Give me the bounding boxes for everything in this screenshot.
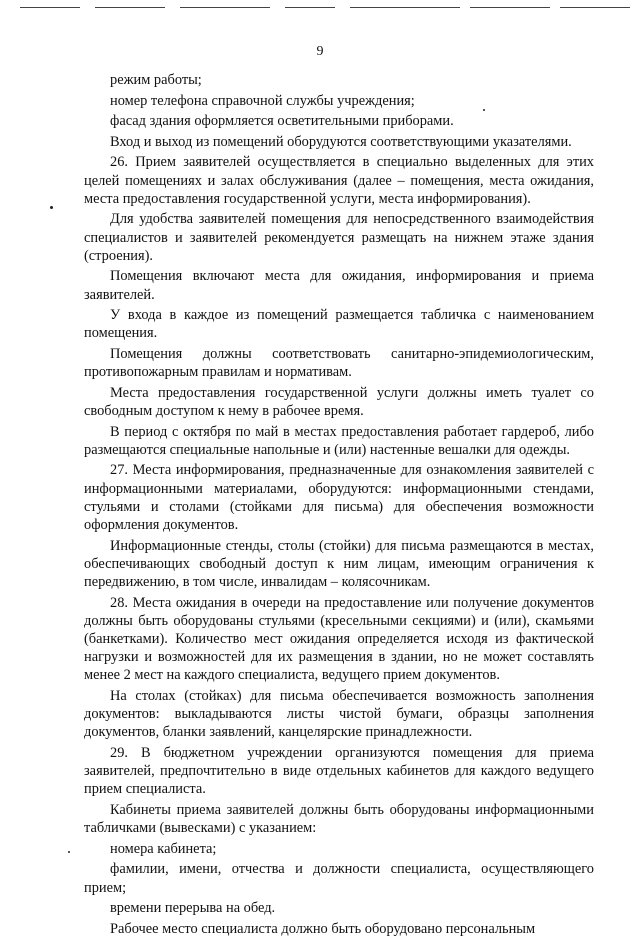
paragraph: На столах (стойках) для письма обеспечивается возможность заполнения документов: выкладываются листы чистой бумаги, образцы заполнения документов, бланки заявлений, канцелярские принадлежности. (84, 687, 594, 741)
paragraph: Информационные стенды, столы (стойки) для письма размещаются в местах, обеспечивающих свободный доступ к ним лицам, имеющим ограничения к передвижению, в том числе, инвалидам – колясочникам. (84, 537, 594, 590)
paragraph: Для удобства заявителей помещения для непосредственного взаимодействия специалистов и заявителей рекомендуется размещать на нижнем этаже здания (строения). (84, 211, 594, 264)
scan-edge-lines (0, 0, 640, 14)
paragraph: Рабочее место специалиста должно быть оборудовано персональным (110, 920, 536, 937)
paragraph: режим работы; (110, 72, 202, 88)
paragraph: номер телефона справочной службы учреждения; (110, 92, 415, 109)
paragraph: У входа в каждое из помещений размещается табличка с наименованием помещения. (84, 307, 594, 342)
paragraph: Помещения должны соответствовать санитарно-эпидемиологическим, противопожарным правилам и нормативам. (84, 345, 594, 381)
paragraph: 28. Места ожидания в очереди на предоставление или получение документов должны быть оборудованы стульями (кресельными секциями) и (или), скамьями (банкетками). Количество мест ожидания определяется исходя из фактической нагрузки и возможностей для их размещения в здании, но не может составлять менее 2 мест на каждого специалиста, ведущего прием документов. (84, 594, 594, 684)
paragraph: 26. Прием заявителей осуществляется в специально выделенных для этих целей помещениях и залах обслуживания (далее – помещения, места ожидания, места предоставления государственной услуги, места информирования). (84, 154, 594, 207)
paragraph: В период с октября по май в местах предоставления работает гардероб, либо размещаются специальные напольные и (или) настенные вешалки для одежды. (84, 423, 594, 458)
paragraph: 29. В бюджетном учреждении организуются помещения для приема заявителей, предпочтительно в виде отдельных кабинетов для каждого ведущего прием специалиста. (84, 744, 594, 798)
paragraph: фасад здания оформляется осветительными приборами. (110, 113, 454, 130)
document-body (84, 71, 594, 940)
paragraph: времени перерыва на обед. (110, 900, 276, 917)
paragraph: Вход и выход из помещений оборудуются соответствующими указателями. (110, 133, 572, 150)
scan-speck (483, 109, 485, 111)
scan-speck (50, 206, 53, 209)
paragraph: 27. Места информирования, предназначенные для ознакомления заявителей с информационными материалами, оборудуются: информационными стендами, стульями и столами (стойками для письма) для обеспечения возможности оформления документов. (84, 462, 594, 533)
paragraph: фамилии, имени, отчества и должности специалиста, осуществляющего прием; (84, 861, 594, 896)
scan-speck (68, 851, 70, 853)
paragraph: номера кабинета; (110, 840, 217, 857)
paragraph: Места предоставления государственной услуги должны иметь туалет со свободным доступом к нему в рабочее время. (84, 384, 594, 419)
page-number: 9 (316, 44, 324, 59)
paragraph: Кабинеты приема заявителей должны быть оборудованы информационными табличками (вывесками) с указанием: (84, 801, 594, 837)
paragraph: Помещения включают места для ожидания, информирования и приема заявителей. (84, 268, 594, 303)
